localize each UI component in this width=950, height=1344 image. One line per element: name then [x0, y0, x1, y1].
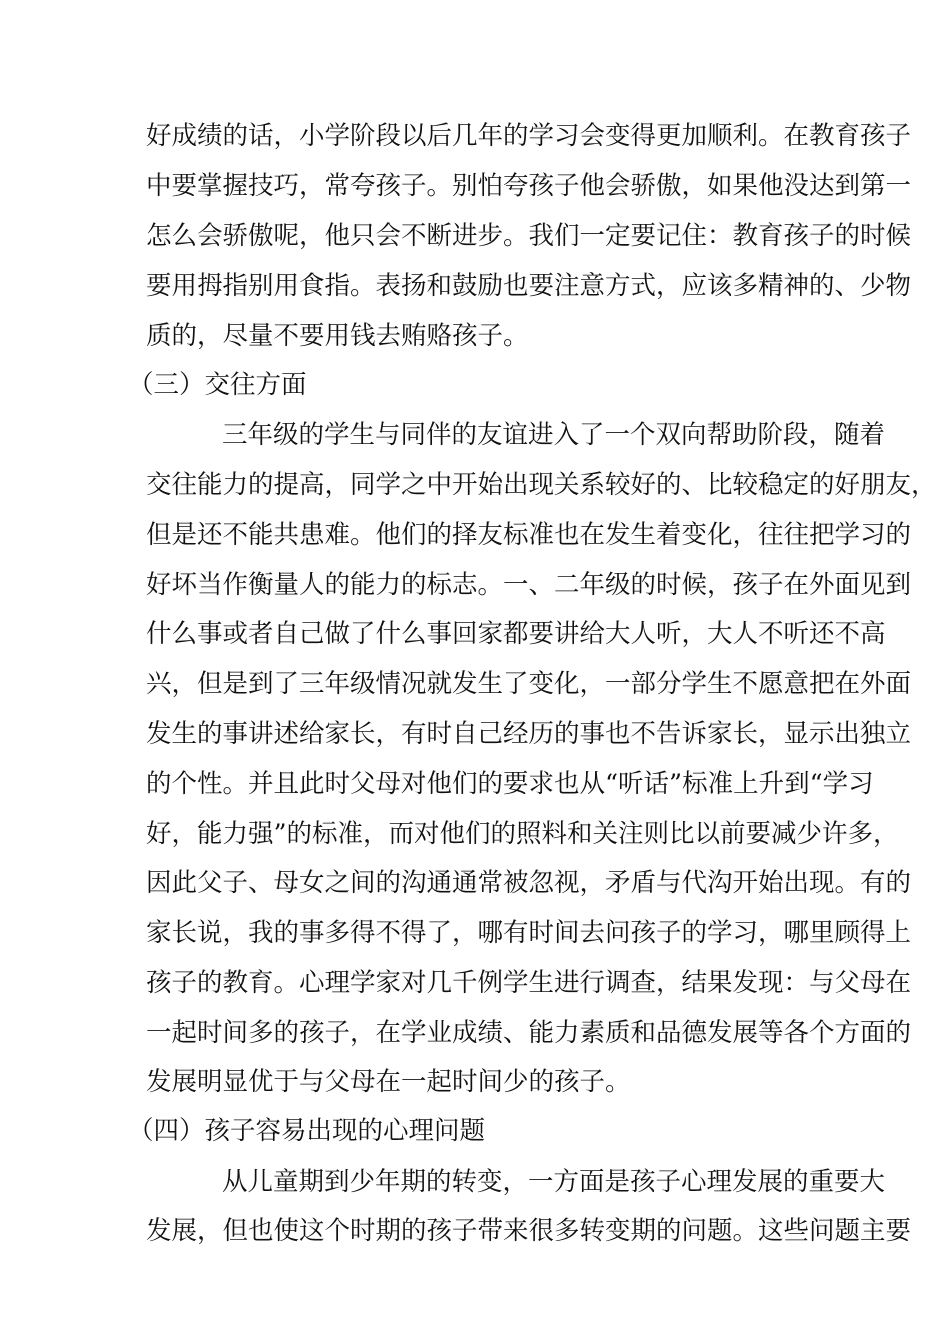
section-heading: （三）交往方面 [128, 370, 307, 400]
paragraph-line: 的个性。并且此时父母对他们的要求也从“听话”标准上升到“学习 [146, 769, 874, 799]
paragraph-line: 但是还不能共患难。他们的择友标准也在发生着变化，往往把学习的 [146, 520, 912, 550]
paragraph-line: 发展，但也使这个时期的孩子带来很多转变期的问题。这些问题主要 [146, 1216, 912, 1246]
paragraph-line: 交往能力的提高，同学之中开始出现关系较好的、比较稳定的好朋友， [146, 470, 937, 500]
paragraph-line: 好坏当作衡量人的能力的标志。一、二年级的时候，孩子在外面见到 [146, 570, 912, 600]
paragraph-line: 因此父子、母女之间的沟通通常被忽视，矛盾与代沟开始出现。有的 [146, 868, 912, 898]
paragraph-line: 中要掌握技巧，常夸孩子。别怕夸孩子他会骄傲，如果他没达到第一 [146, 171, 912, 201]
section-heading: （四）孩子容易出现的心理问题 [128, 1116, 486, 1146]
paragraph-line: 兴，但是到了三年级情况就发生了变化，一部分学生不愿意把在外面 [146, 669, 912, 699]
paragraph-line: 要用拇指别用食指。表扬和鼓励也要注意方式，应该多精神的、少物 [146, 271, 912, 301]
paragraph-line: 孩子的教育。心理学家对几千例学生进行调查，结果发现：与父母在 [146, 968, 912, 998]
paragraph-line: 一起时间多的孩子，在学业成绩、能力素质和品德发展等各个方面的 [146, 1018, 912, 1048]
paragraph-line: 家长说，我的事多得不得了，哪有时间去问孩子的学习，哪里顾得上 [146, 918, 912, 948]
paragraph-line: 质的，尽量不要用钱去贿赂孩子。 [146, 321, 529, 351]
paragraph-line: 三年级的学生与同伴的友谊进入了一个双向帮助阶段，随着 [222, 420, 886, 450]
paragraph-line: 怎么会骄傲呢，他只会不断进步。我们一定要记住：教育孩子的时候 [146, 221, 912, 251]
paragraph-line: 什么事或者自己做了什么事回家都要讲给大人听，大人不听还不高 [146, 619, 886, 649]
paragraph-line: 好成绩的话，小学阶段以后几年的学习会变得更加顺利。在教育孩子 [146, 121, 912, 151]
paragraph-line: 从儿童期到少年期的转变，一方面是孩子心理发展的重要大 [222, 1167, 886, 1197]
paragraph-line: 发展明显优于与父母在一起时间少的孩子。 [146, 1067, 631, 1097]
paragraph-line: 好，能力强”的标准，而对他们的照料和关注则比以前要减少许多， [146, 819, 899, 849]
paragraph-line: 发生的事讲述给家长，有时自己经历的事也不告诉家长，显示出独立 [146, 719, 912, 749]
